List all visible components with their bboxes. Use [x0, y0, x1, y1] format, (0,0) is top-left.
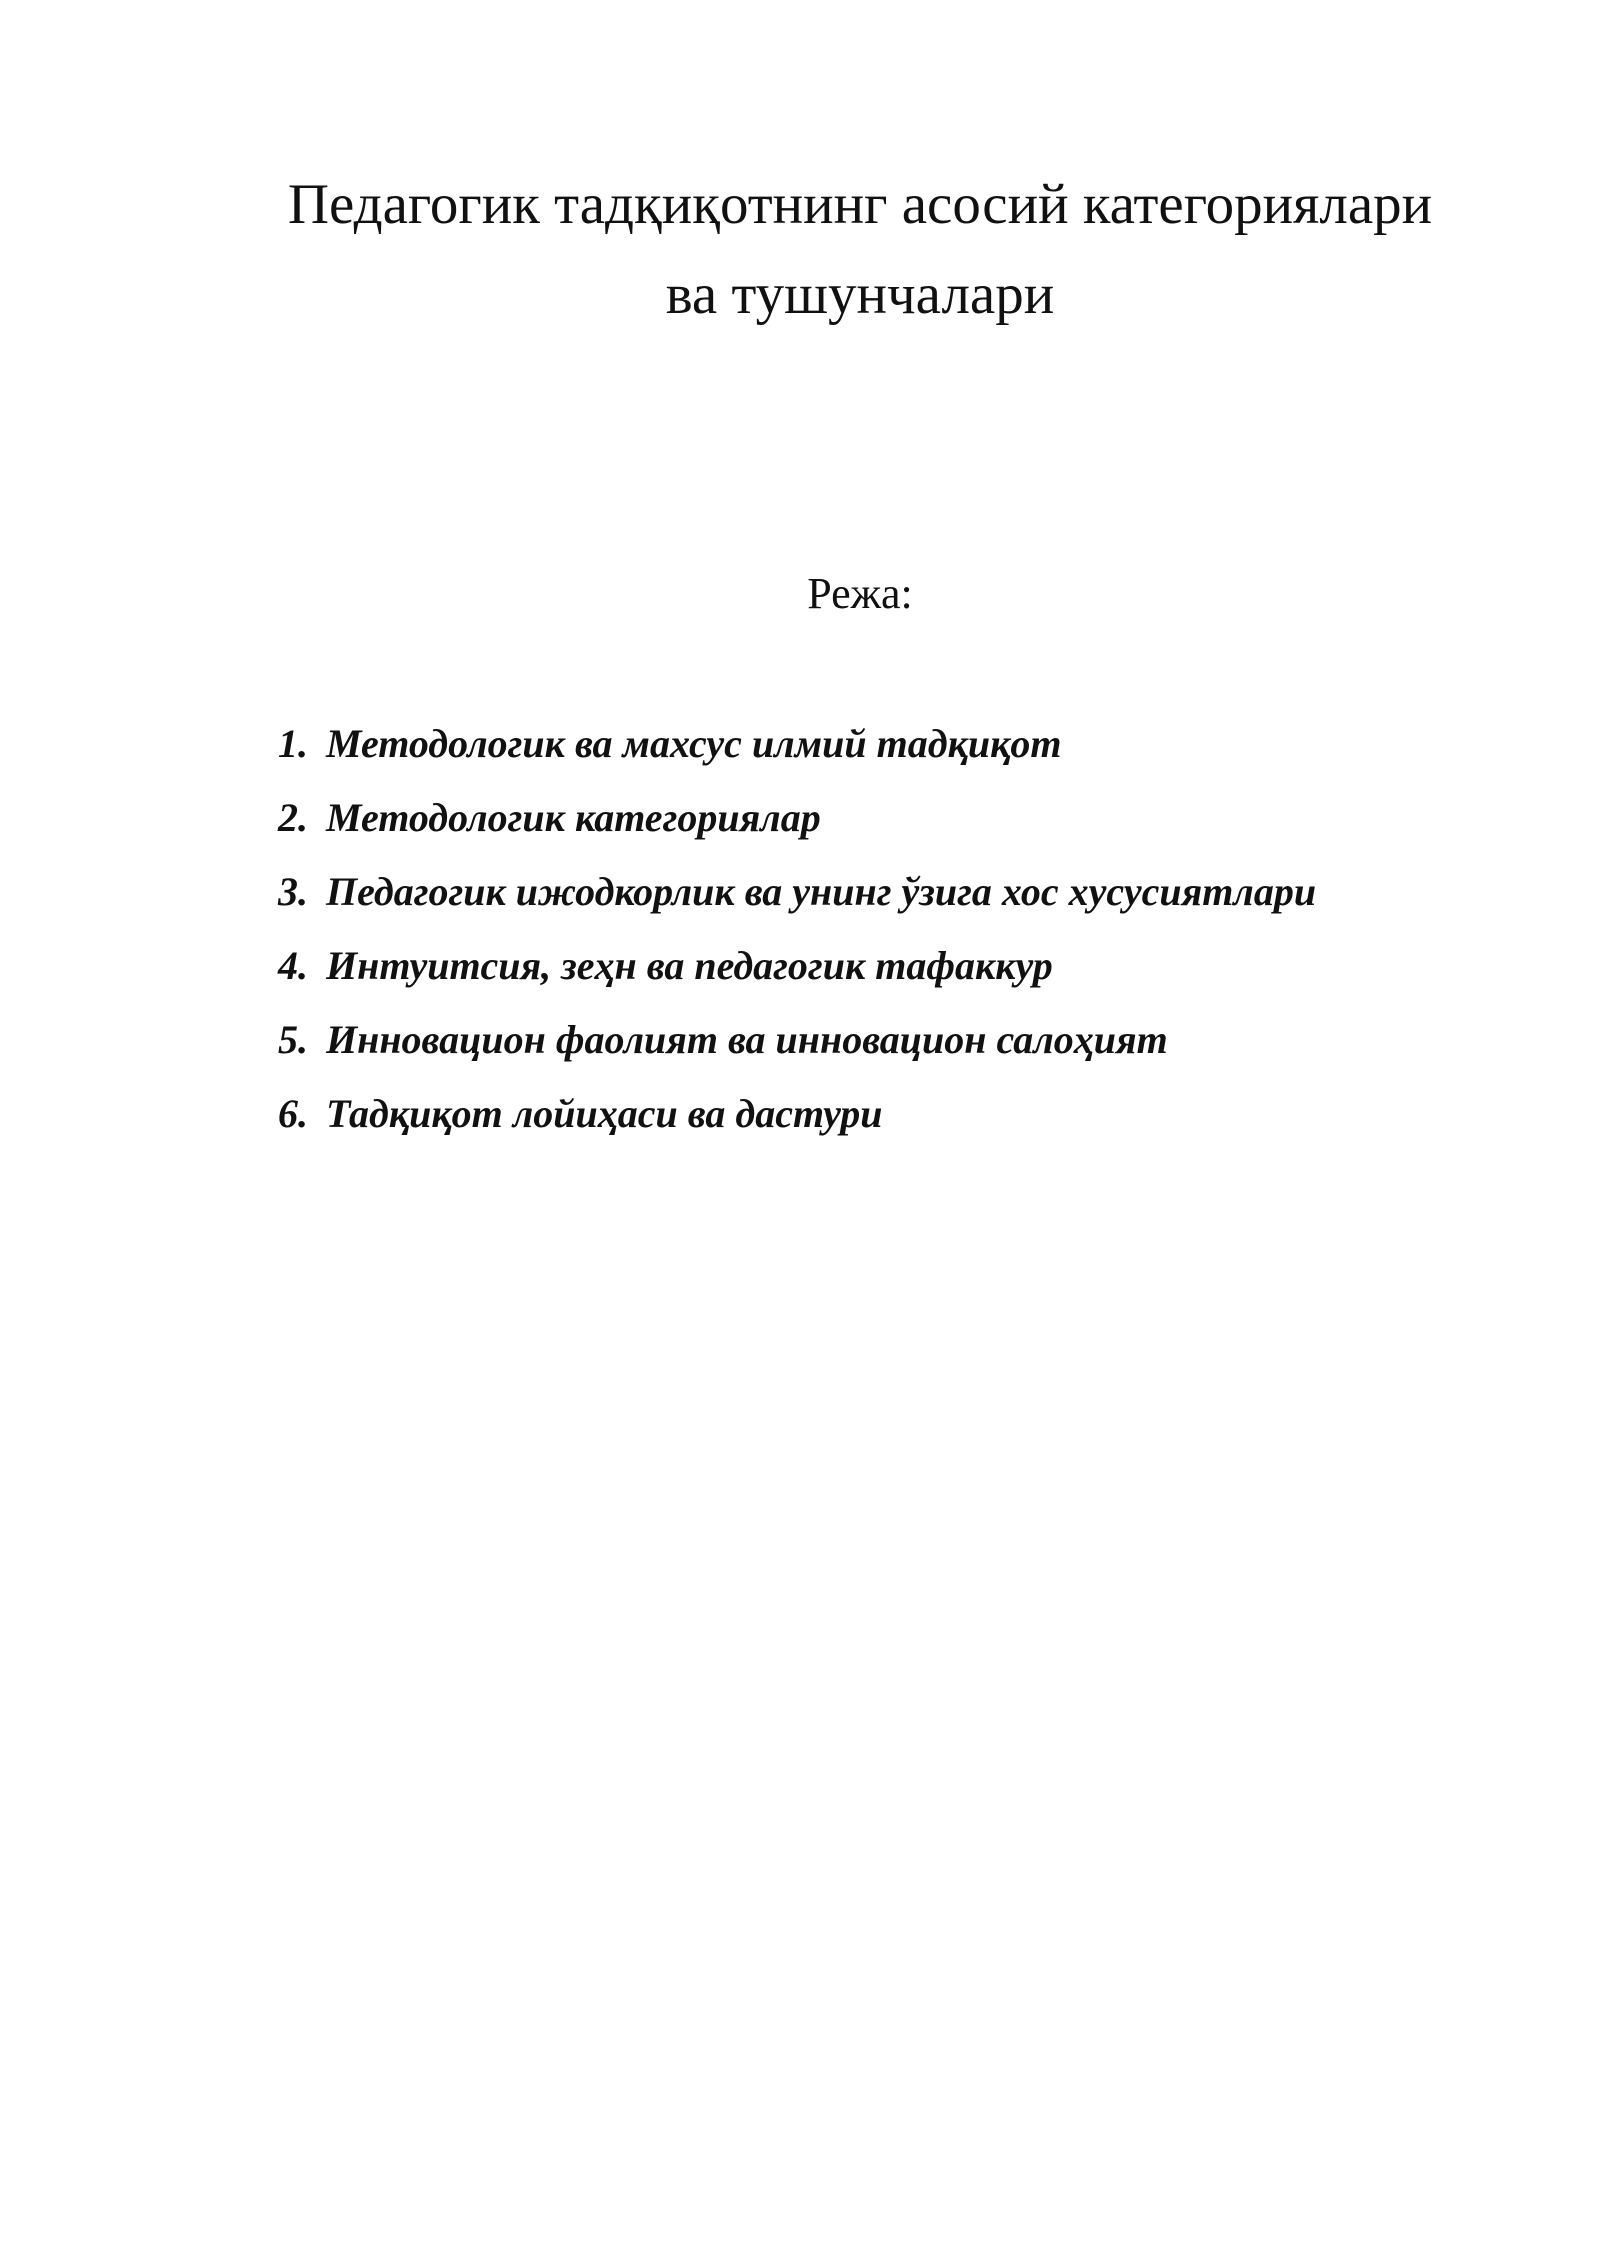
plan-item-5: [278, 1010, 1528, 1084]
plan-item-text: Педагогик ижодкорлик ва унинг ўзига хос хусусиятлари: [326, 869, 1317, 914]
plan-item-text: Методологик ва махсус илмий тадқиқот: [326, 721, 1062, 766]
plan-item-text: Инновацион фаолият ва инновацион салоҳият: [326, 1017, 1168, 1062]
plan-heading: Режа:: [807, 569, 913, 618]
plan-item-number: 6.: [278, 1091, 308, 1136]
title-line-1: Педагогик тадқиқотнинг асосий категориялари: [287, 173, 1433, 236]
title-line-2: ва тушунчалари: [665, 263, 1055, 326]
plan-item-number: 1.: [278, 721, 308, 766]
page-title: [200, 160, 1520, 340]
plan-list: [278, 714, 1528, 1158]
plan-item-3: [278, 862, 1528, 936]
plan-item-1: [278, 714, 1528, 788]
plan-item-6: [278, 1084, 1528, 1158]
plan-item-text: Тадқиқот лойиҳаси ва дастури: [326, 1091, 883, 1136]
plan-item-number: 3.: [278, 869, 308, 914]
plan-item-text: Интуитсия, зеҳн ва педагогик тафаккур: [326, 943, 1053, 988]
plan-item-number: 2.: [278, 795, 308, 840]
plan-item-number: 4.: [278, 943, 308, 988]
plan-item-4: [278, 936, 1528, 1010]
plan-item-number: 5.: [278, 1017, 308, 1062]
plan-item-text: Методологик категориялар: [326, 795, 821, 840]
plan-item-2: [278, 788, 1528, 862]
